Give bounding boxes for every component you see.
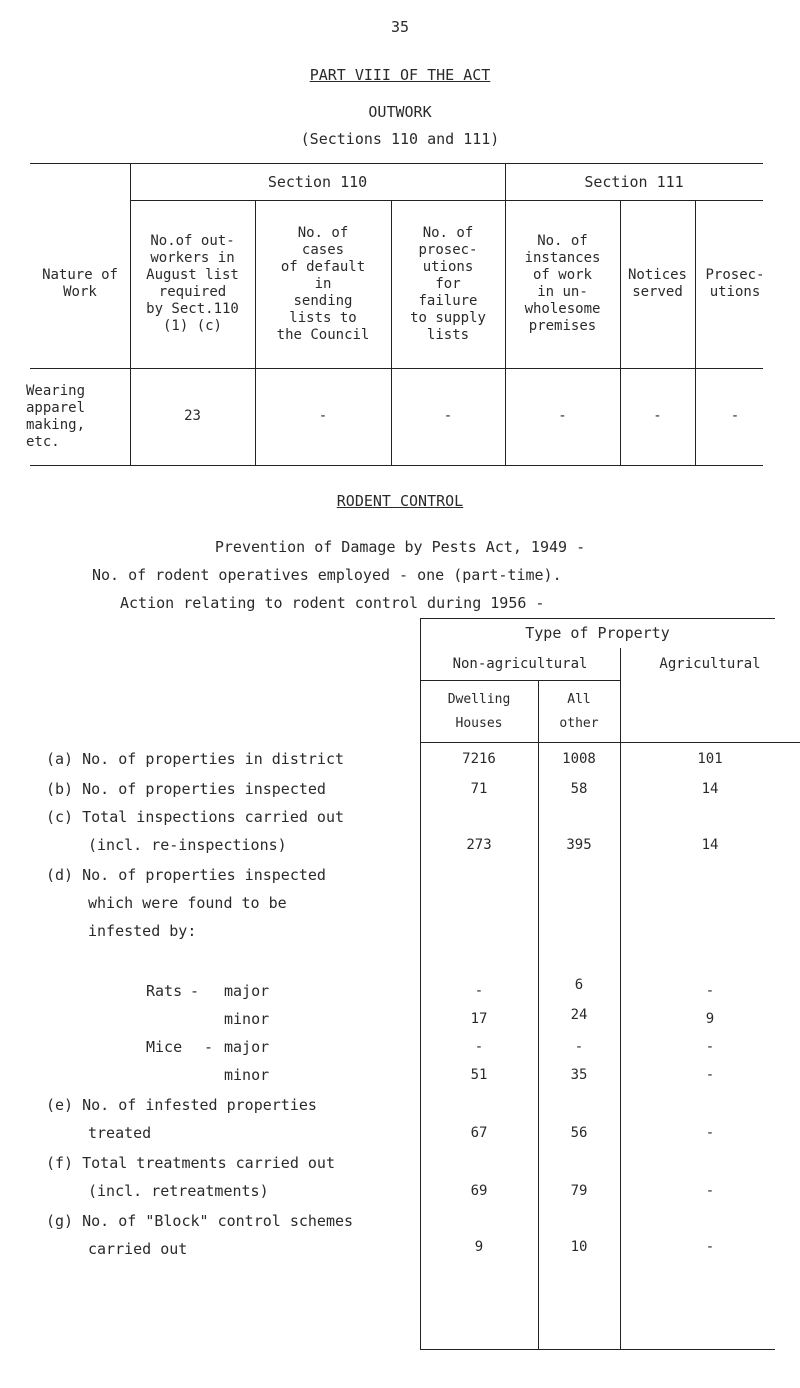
all-other-header: All other bbox=[559, 692, 599, 731]
column-header-prosecutions: Prosec- utions bbox=[705, 267, 765, 300]
rodent-action-line: Action relating to rodent control during 1956 - bbox=[120, 594, 545, 612]
value-mice-minor-dwelling: 51 bbox=[470, 1067, 488, 1083]
value-rats-major-dwelling: - bbox=[474, 983, 484, 999]
label-rats-dash: - bbox=[190, 982, 200, 1000]
value-f-other: 79 bbox=[570, 1183, 588, 1199]
label-c: (c) Total inspections carried out bbox=[46, 808, 345, 826]
label-mice-major: major bbox=[224, 1038, 270, 1056]
label-b: (b) No. of properties inspected bbox=[46, 780, 326, 798]
value-a-other: 1008 bbox=[562, 751, 596, 767]
value-c-other: 395 bbox=[566, 837, 592, 853]
label-a: (a) No. of properties in district bbox=[46, 750, 345, 768]
value-b-agri: 14 bbox=[701, 781, 719, 797]
value-mice-minor-other: 35 bbox=[570, 1067, 588, 1083]
label-d-cont2: infested by: bbox=[88, 922, 197, 940]
rodent-title: RODENT CONTROL bbox=[336, 492, 464, 510]
part-heading: PART VIII OF THE ACT bbox=[309, 66, 491, 84]
value-e-agri: - bbox=[705, 1125, 715, 1141]
row-unwholesome: - bbox=[558, 408, 567, 424]
label-rats: Rats bbox=[146, 982, 183, 1000]
value-mice-minor-agri: - bbox=[705, 1067, 715, 1083]
row-notices: - bbox=[653, 408, 662, 424]
value-f-agri: - bbox=[705, 1183, 715, 1199]
value-mice-major-dwelling: - bbox=[474, 1039, 484, 1055]
label-e-cont: treated bbox=[88, 1124, 152, 1142]
value-mice-major-agri: - bbox=[705, 1039, 715, 1055]
value-f-dwelling: 69 bbox=[470, 1183, 488, 1199]
label-d: (d) No. of properties inspected bbox=[46, 866, 326, 884]
column-header-default-cases: No. of cases of default in sending lists to the Council bbox=[276, 224, 370, 343]
label-c-cont: (incl. re-inspections) bbox=[88, 836, 287, 854]
value-c-dwelling: 273 bbox=[466, 837, 492, 853]
value-c-agri: 14 bbox=[701, 837, 719, 853]
value-rats-major-other: 6 bbox=[574, 977, 584, 993]
label-rats-minor: minor bbox=[224, 1010, 270, 1028]
row-outworkers: 23 bbox=[184, 408, 201, 424]
label-rats-major: major bbox=[224, 982, 270, 1000]
row-default-cases: - bbox=[318, 408, 328, 424]
row-prosecutions-failure: - bbox=[443, 408, 453, 424]
label-mice: Mice bbox=[146, 1038, 183, 1056]
sections-note: (Sections 110 and 111) bbox=[300, 130, 500, 148]
row-prosecutions: - bbox=[730, 408, 740, 424]
value-a-agri: 101 bbox=[697, 751, 723, 767]
value-a-dwelling: 7216 bbox=[462, 751, 496, 767]
label-mice-minor: minor bbox=[224, 1066, 270, 1084]
page-number: 35 bbox=[390, 18, 410, 36]
label-mice-dash: - bbox=[204, 1038, 214, 1056]
value-b-dwelling: 71 bbox=[470, 781, 488, 797]
value-e-dwelling: 67 bbox=[470, 1125, 488, 1141]
type-of-property-header: Type of Property bbox=[525, 623, 670, 642]
value-rats-minor-agri: 9 bbox=[705, 1011, 715, 1027]
rodent-act-line: Prevention of Damage by Pests Act, 1949 - bbox=[214, 538, 586, 556]
dwelling-houses-header: Dwelling Houses bbox=[447, 692, 511, 731]
group-header-section-111: Section 111 bbox=[584, 172, 684, 191]
column-header-prosecutions-failure: No. of prosec- utions for failure to supply lists bbox=[410, 224, 486, 343]
label-f: (f) Total treatments carried out bbox=[46, 1154, 335, 1172]
outwork-heading: OUTWORK bbox=[368, 103, 432, 121]
value-mice-major-other: - bbox=[574, 1039, 584, 1055]
value-rats-major-agri: - bbox=[705, 983, 715, 999]
non-agricultural-header: Non-agricultural bbox=[452, 655, 588, 672]
label-g: (g) No. of "Block" control schemes bbox=[46, 1212, 354, 1230]
column-header-outworkers: No.of out- workers in August list required by Sect.110 (1) (c) bbox=[146, 233, 239, 334]
column-header-unwholesome: No. of instances of work in un- wholesome premises bbox=[524, 233, 601, 334]
value-rats-minor-other: 24 bbox=[570, 1007, 588, 1023]
agricultural-header: Agricultural bbox=[659, 655, 761, 672]
value-e-other: 56 bbox=[570, 1125, 588, 1141]
group-header-section-110: Section 110 bbox=[267, 172, 368, 191]
label-d-cont1: which were found to be bbox=[88, 894, 287, 912]
label-f-cont: (incl. retreatments) bbox=[88, 1182, 269, 1200]
label-g-cont: carried out bbox=[88, 1240, 188, 1258]
column-header-nature: Nature of Work bbox=[42, 267, 118, 300]
column-header-notices: Notices served bbox=[627, 267, 687, 300]
value-b-other: 58 bbox=[570, 781, 588, 797]
value-g-dwelling: 9 bbox=[474, 1239, 484, 1255]
label-e: (e) No. of infested properties bbox=[46, 1096, 317, 1114]
row-nature: Wearing apparel making, etc. bbox=[26, 382, 86, 450]
value-g-other: 10 bbox=[570, 1239, 588, 1255]
rodent-operatives-line: No. of rodent operatives employed - one (part-time). bbox=[92, 566, 562, 584]
value-g-agri: - bbox=[705, 1239, 715, 1255]
value-rats-minor-dwelling: 17 bbox=[470, 1011, 488, 1027]
